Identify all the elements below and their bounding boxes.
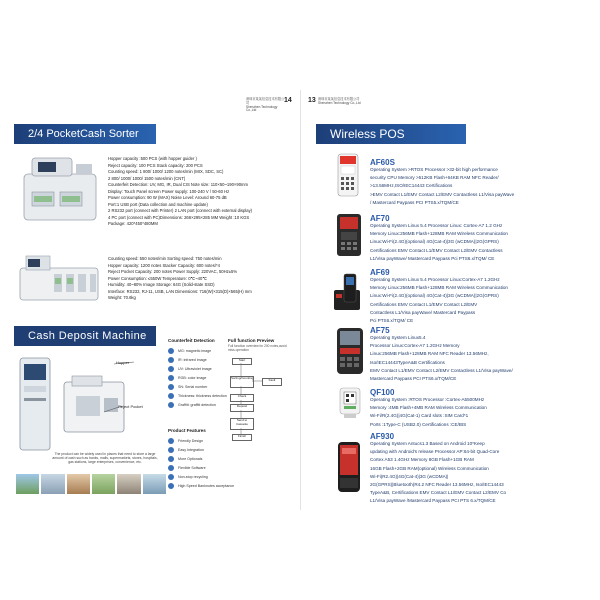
sorter-machine-image <box>18 152 102 224</box>
spec-line: Counterfeit Detection: UV, MG, IR, Dual CIS Note size: 110×50~190×90mm <box>108 182 249 187</box>
dot-icon <box>168 393 174 399</box>
counterfeit-item-label: IR: infrared image <box>178 357 207 362</box>
spec-line: Memory :4MB Flash+4MB RAM Wireless Communication <box>370 405 487 411</box>
flow-title: Full function Preview <box>228 338 275 343</box>
spec-line: Power consumption: 90 W (MAX) Noise Level: Around 60-75 dB <box>108 195 227 200</box>
counterfeit-title: Counterfeit Detection <box>168 338 215 343</box>
af930-device-image <box>334 440 364 494</box>
flow-step: Start <box>232 358 252 365</box>
af60s-model: AF60S <box>370 158 395 167</box>
left-header-line-2: Shenzhen Technology Co.,Ltd <box>246 104 278 113</box>
features-title: Product Features <box>168 428 206 433</box>
spec-line: Port:1 USB port (Data collection and machine update) <box>108 201 208 207</box>
af930-model: AF930 <box>370 432 395 441</box>
spec-line: Reject Pocket Capacity: 200 notes Power Supply: 220VAC, 50Hz±5% <box>108 269 238 274</box>
flow-step: Sorting/Counting <box>230 376 254 388</box>
feature-item <box>168 472 234 481</box>
deposit-section-title <box>14 326 156 346</box>
counterfeit-item-label: UV: Ultraviolet image <box>178 366 212 371</box>
spec-line: Linux:Wi-Fi(2.4G)(optional) 4G(Cat-4)|3G (wCDMA)|2G(GPRS) <box>370 239 499 245</box>
counterfeit-item <box>168 355 227 364</box>
left-page-number: 14 <box>284 97 292 104</box>
sorter-section-title <box>14 124 156 144</box>
af75-device-image <box>334 326 366 376</box>
spec-line: Linux:Wi-Fi(2.4G)(optional) 4G(Cat-4)|3G (wCDMA)|2G(GPRS) <box>370 293 499 299</box>
spec-line: Operating System Linux 5.4 Processor Linux: Cortex-A7 1.2 GHz <box>370 223 503 228</box>
feature-item-label: Easy Integration <box>178 447 204 452</box>
af70-model: AF70 <box>370 214 390 223</box>
dot-icon <box>168 438 174 444</box>
right-page-number: 13 <box>308 97 316 104</box>
dot-icon <box>168 456 174 462</box>
spec-line: EMV Contact L1/EMV Contact L2/EMV Contactless L1/Visa payWave/ <box>370 367 513 373</box>
scenario-photo <box>117 474 140 494</box>
counterfeit-item <box>168 391 227 400</box>
spec-line: Linux:256MB Flash+128MB RAM NFC Reader 13.56MHz, <box>370 351 489 357</box>
flow-connectors <box>228 356 288 446</box>
qf100-specs <box>370 396 487 429</box>
spec-line: / Mastercard Paypass PCI PTS5.x/TQM/CE <box>370 199 459 205</box>
spec-line: Interface: RS232, RJ-11, USB, LAN Dimensions: 716(W)×315(D)×565(H) mm <box>108 288 252 294</box>
qf100-model: QF100 <box>370 388 395 397</box>
flow-step: Fault <box>262 378 282 386</box>
dot-icon <box>168 366 174 372</box>
spec-line: Mastercard Paypass PCI PTS6.x/TQM/CE <box>370 376 457 382</box>
pos-section-title <box>316 124 466 144</box>
counterfeit-item-label: MG: magnetic image <box>178 348 212 353</box>
callout-reject-pocket: Reject Pocket <box>118 404 143 409</box>
spec-line: Iso/IEC14443TypeA&B Certifications <box>370 359 445 365</box>
counterfeit-item-label: Thickness: thickness detection <box>178 393 227 398</box>
spec-line: >EMV Contact L1/EMV Contact L2/EMV Contactless L1/Visa payWave <box>370 191 515 197</box>
flow-step: Check <box>230 394 254 402</box>
spec-line: Certifications EMV Contact L1/EMV Contact L2/EMV Contactless <box>370 247 503 253</box>
af75-specs <box>370 334 513 383</box>
feature-item <box>168 463 234 472</box>
feature-item-label: Non-stop recycling <box>178 474 208 479</box>
feature-item <box>168 436 234 445</box>
counterfeit-item <box>168 382 227 391</box>
flow-step: Finish <box>232 434 252 441</box>
left-header-line-1: 深圳市某某信息技术有限公司 <box>246 97 285 105</box>
spec-line: 2 RS232 port (connect with Printer) 2 LAN port (connect with external display) <box>108 208 253 213</box>
counterfeit-item <box>168 400 227 409</box>
spec-line: Pci PTS6.x/TQM/ CE <box>370 318 414 324</box>
spec-line: Contactless L1/Visa payWave/ Mastercard Paypass <box>370 309 476 315</box>
spec-line: updating with Android's release Processor AP:64-bit Quad-Core <box>370 449 500 455</box>
spec-line: Ports :1Type-C (USB2.0) Certifications :CE/BIS <box>370 421 467 427</box>
flow-step: Send to Cassette <box>230 418 254 430</box>
feature-item <box>168 481 234 490</box>
spec-line: Operating System Linux5.4 <box>370 335 426 340</box>
counterfeit-item-label: SN: Serial number <box>178 384 208 389</box>
spec-line: 2G(GPRS)|Bluetooth(R4.2 NFC Reader 13.56MHz, Iso/IEC14443 <box>370 482 504 488</box>
spec-line: Package: 420*450*480MM <box>108 221 158 226</box>
spec-line: Memory Linux:256MB Flash+128MB RAM Wireless Communication <box>370 285 508 291</box>
counterfeit-item <box>168 364 227 373</box>
left-page-header <box>246 98 286 113</box>
spec-line: Operating System Antucs1.3 Based on Android 10*Keep <box>370 441 485 446</box>
spec-line: Operating System >RTOS Processor >32-bit high performance <box>370 167 498 172</box>
pos-title: Wireless POS <box>330 127 405 141</box>
flow-subtitle: Full function overview for 200 notes,avoid miss-operation <box>228 344 287 352</box>
scenario-photo <box>16 474 39 494</box>
sorter-machine-image-2 <box>16 252 102 304</box>
dot-icon <box>168 483 174 489</box>
dot-icon <box>168 375 174 381</box>
spec-line: 2 800/ 1000/ 1000/ 1500 notes/min (CNT) <box>108 175 186 181</box>
spec-line: Operating System :RTOS Processor :Cortex-A5500MHz <box>370 397 485 402</box>
spec-line: Counting speed: 550 notes/min Sorting speed: 750 notes/min <box>108 256 222 261</box>
feature-item-label: High Speed Banknotes acceptance <box>178 483 235 488</box>
dot-icon <box>168 402 174 408</box>
counterfeit-item <box>168 373 227 382</box>
dot-icon <box>168 357 174 363</box>
spec-line: 4 PC port (connect with PC)Dimensions: 266×295×285 MM Weight :10 KGS <box>108 214 250 220</box>
scenario-photo-strip <box>16 474 166 494</box>
counterfeit-list <box>168 346 227 409</box>
spec-line: Processor Linux:Cortex-A7 1.2GHz Memory <box>370 343 460 349</box>
spec-line: TypeA&B, Certifications EMV Contact L1/EMV Contact L2/EMV Co <box>370 490 507 496</box>
af75-model: AF75 <box>370 326 390 335</box>
qf100-device-image <box>336 386 364 420</box>
af70-device-image <box>334 212 364 258</box>
scenario-photo <box>67 474 90 494</box>
dot-icon <box>168 384 174 390</box>
spec-line: Memory Linux:256MB Flash+128MB RAM Wireless Communication <box>370 231 508 237</box>
scenario-photo <box>41 474 64 494</box>
spec-line: Wi-Fi(R2.4G)|4G(Cat-4)|3G (wCDMA)| <box>370 473 449 479</box>
spec-line: Display: Touch Panel screen Power supply: 100-240 V / 50-60 Hz <box>108 188 230 194</box>
callout-hopper: Hopper <box>116 360 130 365</box>
feature-item <box>168 454 234 463</box>
feature-item-label: Flexible Software <box>178 465 206 470</box>
counterfeit-item-label: RGB: color image <box>178 375 207 380</box>
dot-icon <box>168 348 174 354</box>
right-header-line-1: 深圳市某某信息技术有限公司 <box>318 97 360 101</box>
spec-line: Operating System Linux 5.4 Processor Linux:Cortex-A7 1.2GHz <box>370 277 500 282</box>
counterfeit-item-label: Graffiti: graffiti detection <box>178 402 216 407</box>
af930-specs <box>370 440 506 506</box>
spec-line: Power Consumption: ≤550W Temperature: 0℃~40℃ <box>108 275 208 281</box>
scenario-photo <box>143 474 166 494</box>
spec-line: Certifications EMV Contact L1/EMV Contact L2/EMV <box>370 301 478 307</box>
spec-line: security CPU Memory >512KB Flash+64KB RAM NFC Reader/ <box>370 175 499 181</box>
feature-item-label: Friendly Design <box>178 438 203 443</box>
spec-line: Wi-Fi/R(2.4G)|4G(Cat-1) Card slots :SIM Card*1 <box>370 413 469 419</box>
features-list <box>168 436 234 490</box>
spec-line: L1/Visa payWave /Mastercard Paypass PCI PTS 6.x/TQM/CE <box>370 498 496 504</box>
spec-line: Humidity: 40~80% Image Storage: 64G (Solid-state SSD) <box>108 282 215 287</box>
spec-line: Hopper capacity: 1200 notes Stacker Capacity: 600 notes/*4 <box>108 262 220 268</box>
flow-step: Deposit <box>230 404 254 412</box>
af69-specs <box>370 276 508 325</box>
page-gutter <box>300 90 301 510</box>
af69-model: AF69 <box>370 268 390 277</box>
dot-icon <box>168 474 174 480</box>
spec-line: L1/Visa payWave/ Mastercard Paypass Pci PTS6.x/TQM/ CE <box>370 255 495 261</box>
spec-line: Reject capacity: 100 PCS Stack capacity: 200 PCS <box>108 162 203 168</box>
af60s-device-image <box>336 152 360 198</box>
deposit-machine-image <box>14 352 164 452</box>
spec-line: 16GB Flash+2GB RAM(optional) Wireless Communication <box>370 465 489 471</box>
sorter-title: 2/4 PocketCash Sorter <box>28 128 139 140</box>
af70-specs <box>370 222 508 263</box>
right-page-header <box>318 98 378 106</box>
af69-device-image <box>330 270 368 312</box>
deposit-title: Cash Deposit Machine <box>28 330 147 342</box>
sorter-specs-a <box>108 156 252 228</box>
af60s-specs <box>370 166 514 207</box>
feature-item-label: More Optionals <box>178 456 203 461</box>
spec-line: Hopper capacity :500 PCS (with hopper guider ) <box>108 156 197 161</box>
scenario-photo <box>92 474 115 494</box>
dot-icon <box>168 465 174 471</box>
feature-item <box>168 445 234 454</box>
counterfeit-item <box>168 346 227 355</box>
spec-line: >13.56MHz,ISO/IEC14443 Certifications <box>370 183 453 189</box>
spec-line: Weight: 70.6kg <box>108 295 136 300</box>
deposit-caption: The product can be widely used in places that need to store a large amount of cash such as banks, malls, supermarkets, stores, hospitals, gas stations, large enterprises, convenience, etc. <box>52 452 158 465</box>
right-header-line-2: Shenzhen Technology Co.,Ltd <box>318 100 361 105</box>
spec-line: Counting speed: 1 800/ 1000/ 1200 notes/min (MIX, SDC, SC) <box>108 169 224 174</box>
sorter-specs-b <box>108 256 252 302</box>
dot-icon <box>168 447 174 453</box>
spec-line: Cortex A53 1.4GHz Memory 8GB Flash+1GB RAM <box>370 457 474 463</box>
